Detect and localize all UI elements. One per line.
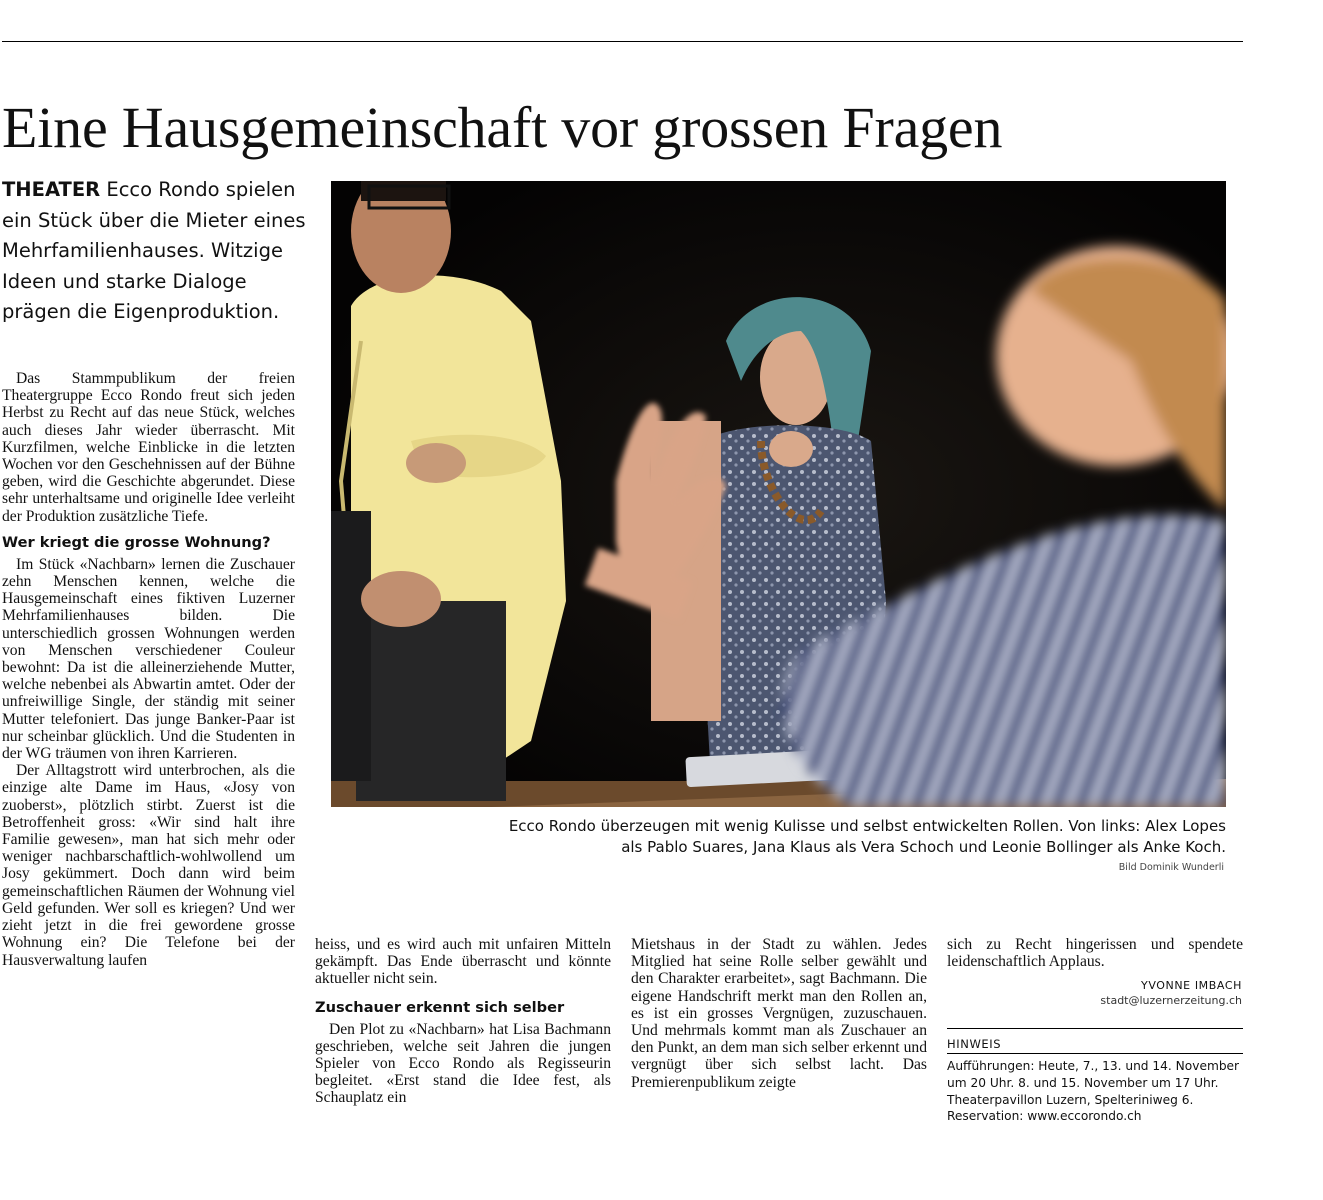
- author-block: [950, 978, 1242, 1008]
- hinweis-line: Aufführungen: Heute, 7., 13. und 14. November: [947, 1059, 1240, 1073]
- article-paragraph: heiss, und es wird auch mit unfairen Mitteln gekämpft. Das Ende überrascht und könnte aktueller nicht sein.: [315, 936, 611, 988]
- article-column-1: [2, 370, 295, 969]
- article-paragraph: Der Alltagstrott wird unterbrochen, als die einzige alte Dame im Haus, «Josy von zuoberst», plötzlich stirbt. Zuerst ist die Betroffenheit gross: «Wir sind halt ihre Familie gewesen», man hat sich mehr oder weniger nachbarschaftlich-wohlwollend um Josy gekümmert. Doch dann wird beim gemeinschaftlichen Räumen der Wohnung viel Geld gefunden. Wer soll es kriegen? Und wer zieht jetzt in die frei gewordene grosse Wohnung ein? Die Telefone bei der Hausverwaltung laufen: [2, 762, 295, 969]
- author-email: stadt@luzernerzeitung.ch: [1100, 994, 1242, 1007]
- article-paragraph: Mietshaus in der Stadt zu wählen. Jedes Mitglied hat seine Rolle selber gewählt und den Charakter erarbeitet», sagt Bachmann. Die eigene Handschrift merkt man den Rollen an, es ist ein grosses Vergnügen, zuzuschauen. Und mehrmals kommt man als Zuschauer an den Punkt, an dem man sich selber erkennt und vergnügt über sich selbst lacht. Das Premierenpublikum zeigte: [631, 936, 927, 1091]
- subheading: Zuschauer erkennt sich selber: [315, 998, 565, 1016]
- hinweis-title: HINWEIS: [947, 1037, 1002, 1051]
- photo-credit: Bild Dominik Wunderli: [1118, 862, 1224, 873]
- stage-photo: [331, 181, 1226, 807]
- lead-paragraph: [2, 175, 320, 328]
- hinweis-line: Theaterpavillon Luzern, Spelteriniweg 6.: [947, 1092, 1194, 1107]
- lead-kicker: THEATER: [2, 178, 101, 201]
- hinweis-line: Reservation: www.eccorondo.ch: [947, 1109, 1142, 1124]
- article-column-4: [947, 936, 1243, 970]
- article-paragraph: Den Plot zu «Nachbarn» hat Lisa Bachmann geschrieben, welche seit Jahren die jungen Spieler von Ecco Rondo als Regisseurin begleitet. «Erst stand die Idee fest, als Schauplatz ein: [315, 1020, 611, 1107]
- headline: Eine Hausgemeinschaft vor grossen Fragen: [2, 95, 1003, 160]
- article-column-2: [315, 936, 611, 1107]
- lead-text: Ecco Rondo spielen ein Stück über die Mieter eines Mehrfamilienhauses. Witzige Ideen und starke Dialoge prägen die Eigenproduktion.: [2, 178, 306, 323]
- subheading: Wer kriegt die grosse Wohnung?: [2, 533, 271, 551]
- article-column-3: [631, 936, 927, 1091]
- caption-line: als Pablo Suares, Jana Klaus als Vera Schoch und Leonie Bollinger als Anke Koch.: [621, 837, 1226, 856]
- article-paragraph: Das Stammpublikum der freien Theatergruppe Ecco Rondo freut sich jeden Herbst zu Recht auf das neue Stück, welches auch dieses Jahr wieder überrascht. Mit Kurzfilmen, welche Einblicke in die letzten Wochen vor den Geschehnissen auf der Bühne geben, wird die Geschichte abgerundet. Diese sehr unterhaltsame und originelle Idee verleiht der Produktion zusätzliche Tiefe.: [2, 370, 295, 525]
- article-paragraph: Im Stück «Nachbarn» lernen die Zuschauer zehn Menschen kennen, welche die Hausgemeinschaft eines fiktiven Luzerner Mehrfamilienhauses bilden. Die unterschiedlich grossen Wohnungen werden von Menschen verschiedener Couleur bewohnt: Da ist die alleinerziehende Mutter, welche nebenbei als Abwartin amtet. Oder der unfreiwillige Single, der ständig mit seiner Mutter telefoniert. Das junge Banker-Paar ist nur scheinbar glücklich. Und die Studenten in der WG träumen von ihren Karrieren.: [2, 555, 295, 763]
- article-paragraph: sich zu Recht hingerissen und spendete leidenschaftlich Applaus.: [947, 936, 1243, 971]
- author-name: YVONNE IMBACH: [1141, 979, 1242, 992]
- top-rule: [2, 41, 1243, 42]
- hinweis-title-rule: [947, 1053, 1243, 1054]
- stage-photo-illustration: [331, 181, 1226, 807]
- hinweis-top-rule: [947, 1028, 1243, 1029]
- caption-line: Ecco Rondo überzeugen mit wenig Kulisse und selbst entwickelten Rollen. Von links: Alex Lopes: [508, 817, 1226, 835]
- hinweis-box: [947, 1058, 1243, 1125]
- hinweis-line: um 20 Uhr. 8. und 15. November um 17 Uhr.: [947, 1075, 1219, 1090]
- photo-caption: [331, 816, 1226, 857]
